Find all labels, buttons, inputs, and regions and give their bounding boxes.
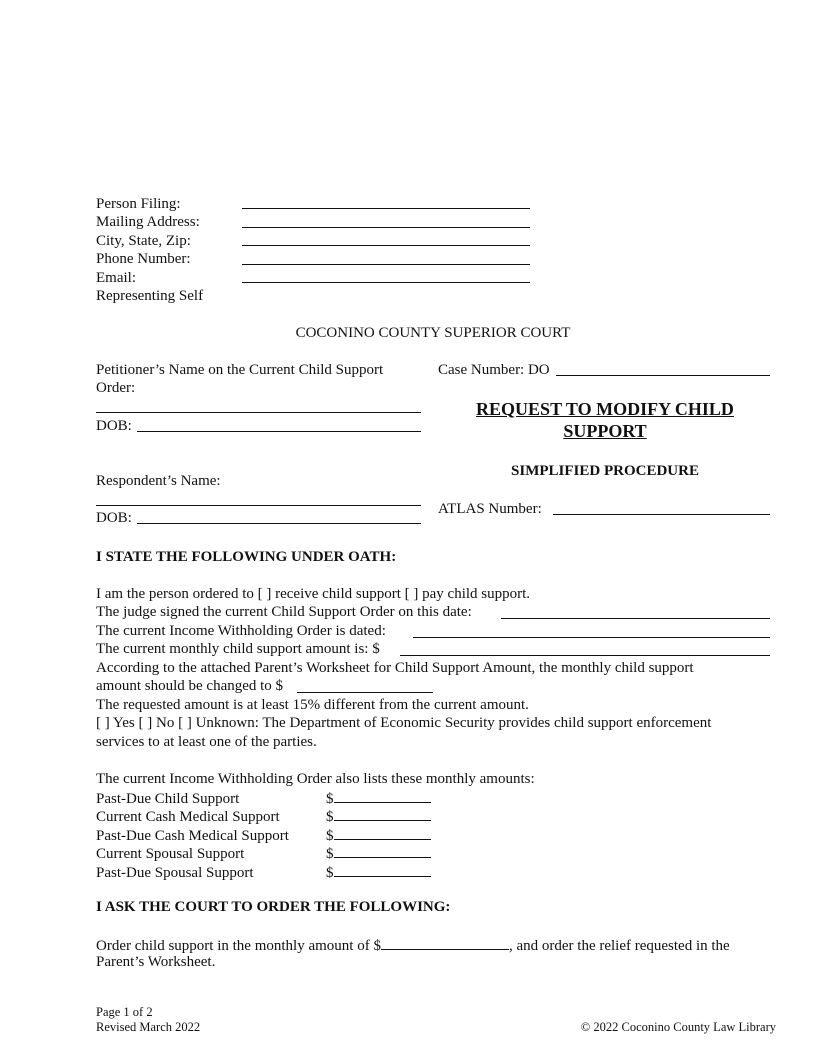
email-label: Email: bbox=[96, 270, 136, 286]
respondent-dob-field[interactable] bbox=[137, 523, 421, 524]
amount-field[interactable] bbox=[334, 806, 431, 821]
respondent-name-field[interactable] bbox=[96, 505, 421, 506]
withholding-date-field[interactable] bbox=[413, 637, 770, 638]
petitioner-dob-label: DOB: bbox=[96, 418, 132, 434]
oath-line-order-date: The judge signed the current Child Support Order on this date: bbox=[96, 604, 472, 620]
amount-label: Past-Due Spousal Support bbox=[96, 865, 254, 881]
atlas-number-field[interactable] bbox=[553, 514, 770, 515]
representing-self: Representing Self bbox=[96, 288, 204, 304]
request-line-end: , and order the relief requested in the bbox=[508, 938, 730, 954]
amounts-intro: The current Income Withholding Order also lists these monthly amounts: bbox=[96, 771, 535, 787]
revised-date: Revised March 2022 bbox=[96, 1020, 201, 1034]
oath-line-des: [ ] Yes [ ] No [ ] Unknown: The Department of Economic Security provides child support enforcement bbox=[96, 715, 712, 731]
order-date-field[interactable] bbox=[501, 618, 770, 619]
court-name: COCONINO COUNTY SUPERIOR COURT bbox=[295, 325, 571, 341]
email-field[interactable] bbox=[242, 282, 530, 283]
amount-label: Current Spousal Support bbox=[96, 846, 245, 862]
copyright: © 2022 Coconino County Law Library bbox=[580, 1020, 776, 1034]
currency-sign: $ bbox=[326, 791, 334, 807]
person-filing-label: Person Filing: bbox=[96, 196, 181, 212]
case-number-field[interactable] bbox=[556, 375, 770, 376]
currency-sign: $ bbox=[326, 828, 334, 844]
mailing-address-field[interactable] bbox=[242, 227, 530, 228]
oath-line-worksheet: According to the attached Parent’s Worksheet for Child Support Amount, the monthly child support bbox=[96, 660, 694, 676]
petitioner-name-label: Petitioner’s Name on the Current Child Support bbox=[96, 362, 384, 378]
amount-field[interactable] bbox=[334, 862, 431, 877]
amount-row bbox=[96, 862, 431, 883]
oath-line-withholding-date: The current Income Withholding Order is dated: bbox=[96, 623, 386, 639]
phone-number-field[interactable] bbox=[242, 264, 530, 265]
page-number: Page 1 of 2 bbox=[96, 1005, 153, 1019]
amount-label: Past-Due Child Support bbox=[96, 791, 240, 807]
atlas-number-label: ATLAS Number: bbox=[438, 501, 542, 517]
amount-field[interactable] bbox=[334, 825, 431, 840]
requested-amount-field[interactable] bbox=[381, 935, 509, 950]
form-title-line2: SUPPORT bbox=[563, 421, 647, 441]
current-amount-field[interactable] bbox=[400, 655, 770, 656]
person-filing-field[interactable] bbox=[242, 208, 530, 209]
currency-sign: $ bbox=[326, 846, 334, 862]
currency-sign: $ bbox=[326, 809, 334, 825]
oath-line-current-amount: The current monthly child support amount is: $ bbox=[96, 641, 380, 657]
oath-line-des-cont: services to at least one of the parties. bbox=[96, 734, 317, 750]
mailing-address-label: Mailing Address: bbox=[96, 214, 200, 230]
amount-row bbox=[96, 843, 431, 864]
amount-label: Current Cash Medical Support bbox=[96, 809, 280, 825]
amount-row bbox=[96, 806, 431, 827]
oath-heading: I STATE THE FOLLOWING UNDER OATH: bbox=[96, 549, 397, 565]
changed-amount-field[interactable] bbox=[297, 692, 433, 693]
form-title bbox=[450, 398, 760, 442]
amount-field[interactable] bbox=[334, 788, 431, 803]
request-line-cont: Parent’s Worksheet. bbox=[96, 954, 216, 970]
case-number-label: Case Number: DO bbox=[438, 362, 550, 378]
phone-number-label: Phone Number: bbox=[96, 251, 191, 267]
request-line-start: Order child support in the monthly amount of $ bbox=[96, 938, 381, 954]
oath-line-role: I am the person ordered to [ ] receive child support [ ] pay child support. bbox=[96, 586, 531, 602]
form-subtitle: SIMPLIFIED PROCEDURE bbox=[511, 463, 699, 479]
petitioner-dob-field[interactable] bbox=[137, 431, 421, 432]
currency-sign: $ bbox=[326, 865, 334, 881]
petitioner-name-field[interactable] bbox=[96, 412, 421, 413]
respondent-name-label: Respondent’s Name: bbox=[96, 473, 221, 489]
request-heading: I ASK THE COURT TO ORDER THE FOLLOWING: bbox=[96, 899, 451, 915]
oath-line-fifteen-percent: The requested amount is at least 15% different from the current amount. bbox=[96, 697, 529, 713]
city-state-zip-label: City, State, Zip: bbox=[96, 233, 191, 249]
city-state-zip-field[interactable] bbox=[242, 245, 530, 246]
respondent-dob-label: DOB: bbox=[96, 510, 132, 526]
oath-line-changed-amount: amount should be changed to $ bbox=[96, 678, 284, 694]
amount-label: Past-Due Cash Medical Support bbox=[96, 828, 289, 844]
amount-field[interactable] bbox=[334, 843, 431, 858]
form-title-line1: REQUEST TO MODIFY CHILD bbox=[476, 399, 734, 419]
petitioner-name-label-cont: Order: bbox=[96, 380, 136, 396]
